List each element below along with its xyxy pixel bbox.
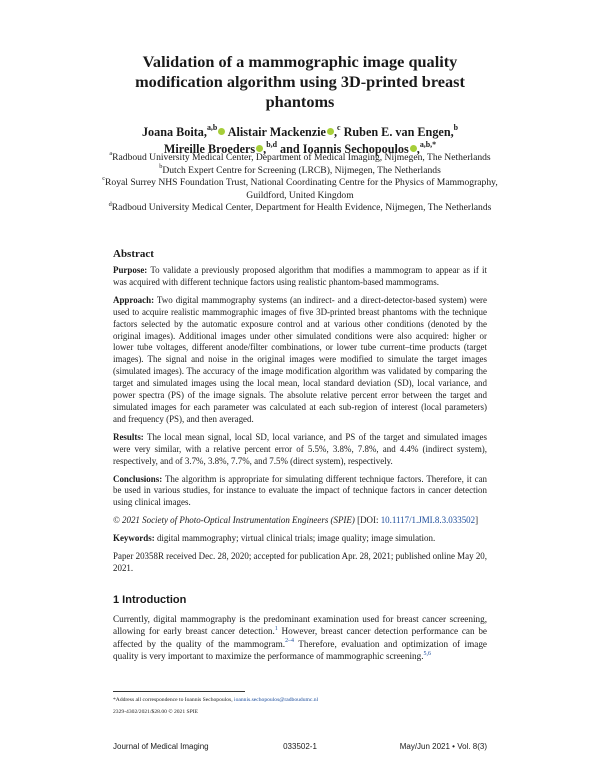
author-name: Alistair Mackenzie: [227, 125, 326, 139]
abstract-results: Results: The local mean signal, local SD, local variance, and PS of the target and simulated images were very similar, with a relative percent error of 5.5%, 3.8%, 7.8%, and 4.4% (indirect system), respectively, and of 3.7%, 3.8%, 7.7%, and 7.5% (direct system), respectively.: [113, 431, 487, 466]
orcid-icon[interactable]: [410, 145, 417, 152]
section-heading-introduction: 1 Introduction: [113, 594, 187, 606]
author-affil-mark: a,b: [206, 123, 218, 133]
orcid-icon[interactable]: [327, 128, 334, 135]
issue-info: May/Jun 2021 • Vol. 8(3): [399, 742, 487, 751]
affiliation: $^a$Radboud University Medical Center, Department of Medical Imaging, Nijmegen, The Netherlands: [109, 150, 491, 163]
abstract-conclusions: Conclusions: The algorithm is appropriate for simulating different technique factors. Therefore, it can be used in various studies, for instance to evaluate the impact of technique factors in cancer detection using clinical images.: [113, 473, 488, 508]
author-list: Joana Boita,$^{a,b}$ Alistair Mackenzie ,$^c$ Ruben E. van Engen,$^b$ Mireille Broeders ,$^{b,d}$ and Ioannis Sechopoulos ,$^{a,b,*}$: [141, 123, 459, 156]
doi-link[interactable]: 10.1117/1.JMI.8.3.033502: [380, 515, 476, 526]
journal-name: Journal of Medical Imaging: [113, 742, 209, 751]
citation-link[interactable]: 2–4: [285, 638, 295, 645]
introduction-paragraph: Currently, digital mammography is the predominant examination used for breast cancer screening, allowing for early breast cancer detection.$^1$ However, breast cancer detection performance can be affected by the quality of the mammogram.$^{2-4}$ Therefore, evaluation and optimization of image quality is very important to maximize the performance of mammographic screening.$^{5,6}$: [113, 614, 487, 662]
author-name: Mireille Broeders: [163, 142, 256, 156]
orcid-icon[interactable]: [218, 128, 225, 135]
abstract-body: [113, 265, 487, 581]
abstract-purpose: Purpose: To validate a previously proposed algorithm that modifies a mammogram to appear as if it was acquired with different technique factors using realistic phantom-based mammograms.: [113, 265, 488, 287]
abstract-approach: Approach: Two digital mammography systems (an indirect- and a direct-detector-based system) were used to acquire realistic mammographic images of five 3D-printed breast phantoms with the technique factors selected by the automatic exposure control and at various other conditions (denoted by the original images). Additional images under other simulated conditions were also acquired: higher or lower tube voltages, different anode/filter combinations, or lower tube current–time products (target images). The signal and noise in the original images were modified to simulate the target images (simulated images). The accuracy of the image modification algorithm was validated by comparing the target and simulated images using the local mean, local standard deviation (SD), local variance, and power spectra (PS) of the image signals. The absolute relative percent error between the target and simulated images for each parameter was calculated at each sub-region of interest (local parameters) and frequency (PS), and then averaged.: [113, 294, 488, 424]
author-affil-mark: a,b,*: [419, 140, 437, 150]
author-affil-mark: c: [337, 123, 341, 133]
author-affil-mark: b,d: [266, 140, 277, 150]
abstract-heading: Abstract: [113, 248, 154, 260]
page-number: 033502-1: [283, 742, 317, 751]
footnote-divider: [113, 691, 245, 692]
copyright-line: © 2021 Society of Photo-Optical Instrumentation Engineers (SPIE) [DOI: 10.1117/1.JMI.8.3.033502]: [113, 515, 479, 526]
affiliation-list: [100, 152, 500, 215]
issn-line: 2329-4302/2021/$28.00 © 2021 SPIE: [113, 709, 199, 715]
author-name: Ioannis Sechopoulos: [302, 142, 409, 156]
affiliation: $^b$Dutch Expert Centre for Screening (LRCB), Nijmegen, The Netherlands: [159, 162, 441, 176]
and-word: and: [280, 142, 300, 156]
introduction-body: [113, 613, 487, 663]
publication-history: Paper 20358R received Dec. 28, 2020; accepted for publication Apr. 28, 2021; published online May 20, 2021.: [113, 551, 487, 573]
affiliation: $^d$Radboud University Medical Center, Department for Health Evidence, Nijmegen, The Netherlands: [108, 200, 492, 214]
keywords: Keywords: digital mammography; virtual clinical trials; image quality; image simulation.: [113, 533, 436, 544]
email-link[interactable]: ioannis.sechopoulos@radboudumc.nl: [234, 697, 319, 703]
affiliation: $^c$Royal Surrey NHS Foundation Trust, National Coordinating Centre for the Physics of Mammography, Guildford, United Kingdom: [102, 175, 498, 201]
author-name: Joana Boita: [141, 125, 204, 139]
paper-title: Validation of a mammographic image quality modification algorithm using 3D-printed breast phantoms: [135, 52, 465, 111]
citation-link[interactable]: 1: [274, 625, 278, 632]
author-name: Ruben E. van Engen: [343, 125, 451, 139]
correspondence-note: *Address all correspondence to Ioannis Sechopoulos, ioannis.sechopoulos@radboudumc.nl: [113, 697, 319, 703]
footnotes: [113, 696, 487, 720]
citation-link[interactable]: 5,6: [423, 650, 431, 657]
author-affil-mark: b: [453, 123, 459, 133]
orcid-icon[interactable]: [256, 145, 263, 152]
